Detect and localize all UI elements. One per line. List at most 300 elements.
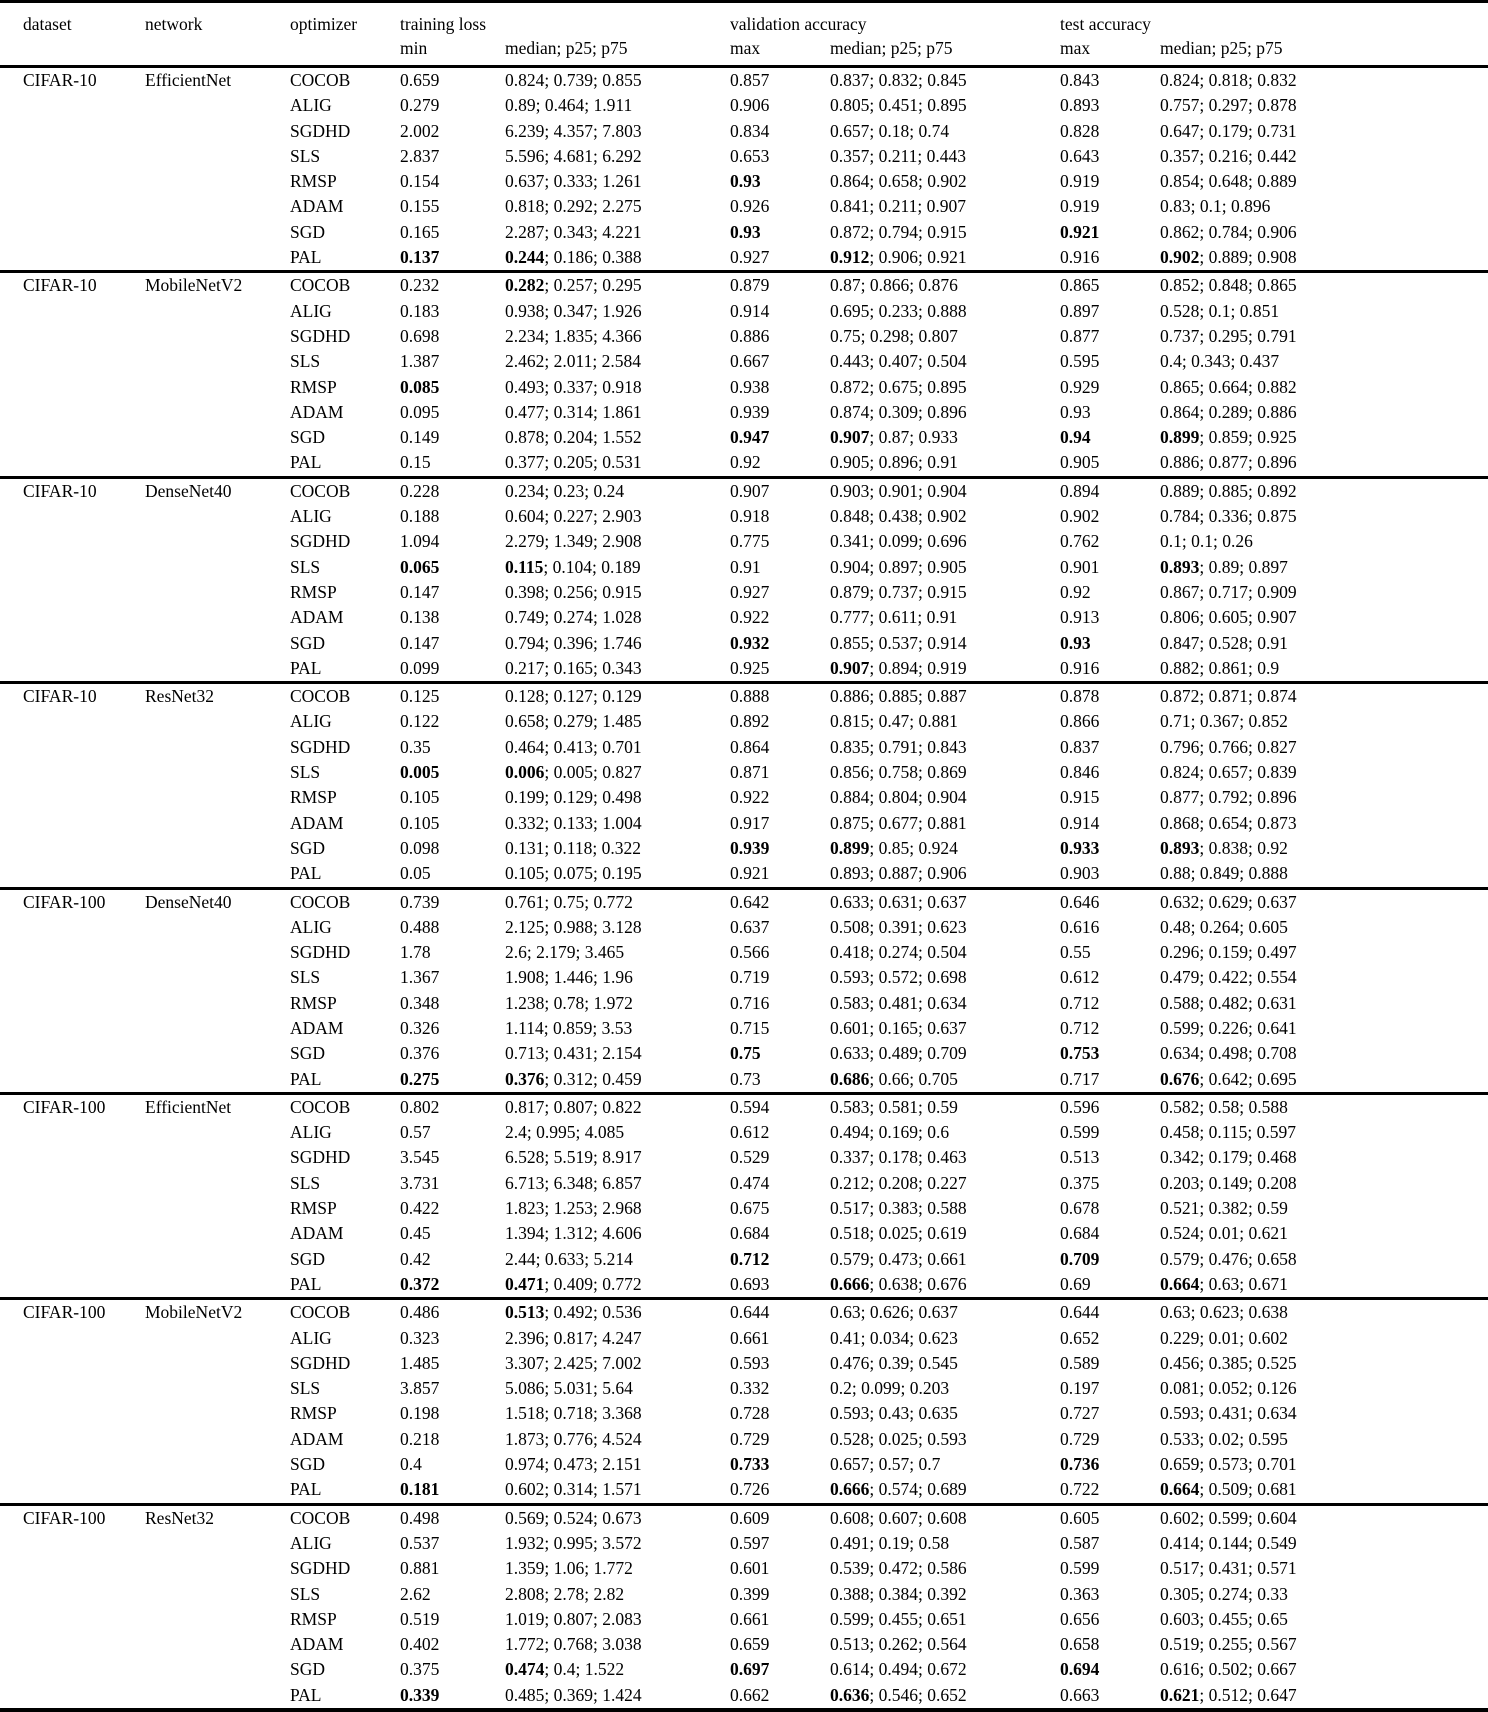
optimizer-cell: ALIG	[290, 1532, 332, 1553]
value: 0.818	[505, 196, 545, 217]
value: 0.762	[1060, 531, 1100, 552]
validation-accuracy-max-cell	[730, 991, 830, 1016]
table-body	[0, 67, 1488, 1711]
value: 0.777	[830, 607, 870, 628]
training-loss-min-cell	[400, 324, 505, 349]
table-row	[0, 940, 1488, 965]
validation-accuracy-median-cell: 0.907; 0.894; 0.919	[830, 657, 967, 678]
test-accuracy-median-cell: 0.889; 0.885; 0.892	[1160, 477, 1488, 504]
test-accuracy-median-cell: 0.533; 0.02; 0.595	[1160, 1428, 1288, 1449]
validation-accuracy-max-cell	[730, 220, 830, 245]
value: 0.644	[730, 1302, 770, 1323]
validation-accuracy-max-cell	[730, 245, 830, 272]
value: 0.228	[400, 480, 440, 501]
network-cell	[145, 1016, 290, 1041]
training-loss-min-cell	[400, 67, 505, 94]
value: 0.105	[400, 812, 440, 833]
training-loss-median-cell: 1.019; 0.807; 2.083	[505, 1608, 642, 1629]
best-value: 0.666	[830, 1273, 870, 1294]
table-row	[0, 375, 1488, 400]
table-row	[0, 1531, 1488, 1556]
value: 0.913	[1060, 607, 1100, 628]
col-header-network: network	[145, 14, 203, 34]
validation-accuracy-median-cell: 0.593; 0.43; 0.635	[830, 1403, 958, 1424]
value: 0.75	[830, 325, 861, 346]
value: 1.873	[505, 1428, 545, 1449]
validation-accuracy-median-cell: 0.872; 0.794; 0.915	[830, 221, 967, 242]
validation-accuracy-median-cell: 0.41; 0.034; 0.623	[830, 1327, 958, 1348]
training-loss-min-cell	[400, 1376, 505, 1401]
dataset-cell	[0, 940, 145, 965]
value: 0.608	[830, 1507, 870, 1528]
validation-accuracy-median-cell: 0.893; 0.887; 0.906	[830, 863, 967, 884]
training-loss-median-cell: 2.462; 2.011; 2.584	[505, 351, 641, 372]
value: 0.92	[730, 452, 761, 473]
value: 0.824	[505, 70, 545, 90]
value: 0.974	[505, 1454, 545, 1475]
best-value: 0.712	[730, 1248, 770, 1269]
value: 0.889	[1160, 480, 1200, 501]
test-accuracy-median-cell: 0.659; 0.573; 0.701	[1160, 1454, 1297, 1475]
training-loss-median-cell: 0.282; 0.257; 0.295	[505, 272, 730, 299]
value: 0.658	[505, 711, 545, 732]
test-accuracy-median-cell: 0.872; 0.871; 0.874	[1160, 683, 1488, 710]
test-accuracy-median-cell: 0.83; 0.1; 0.896	[1160, 196, 1271, 217]
value: 0.593	[1160, 1403, 1200, 1424]
training-loss-min-cell	[400, 580, 505, 605]
network-cell	[145, 245, 290, 272]
value: 0.529	[730, 1147, 770, 1168]
network-cell: EfficientNet	[145, 70, 232, 90]
validation-accuracy-max-cell	[730, 1376, 830, 1401]
value: 1.518	[505, 1403, 545, 1424]
validation-accuracy-max-cell	[730, 349, 830, 374]
network-cell	[145, 324, 290, 349]
table-row	[0, 67, 1488, 94]
validation-accuracy-max-cell	[730, 324, 830, 349]
table-row	[0, 504, 1488, 529]
dataset-cell	[0, 1401, 145, 1426]
test-accuracy-max-cell	[1060, 400, 1160, 425]
value: 0.784	[1160, 506, 1200, 527]
table-row	[0, 1401, 1488, 1426]
value: 0.589	[1060, 1352, 1100, 1373]
validation-accuracy-median-cell: 0.686; 0.66; 0.705	[830, 1068, 958, 1089]
table-row	[0, 1351, 1488, 1376]
validation-accuracy-median-cell: 0.879; 0.737; 0.915	[830, 581, 967, 602]
optimizer-cell: ADAM	[290, 607, 344, 628]
training-loss-min-cell	[400, 245, 505, 272]
table-row	[0, 888, 1488, 915]
test-accuracy-median-cell: 0.579; 0.476; 0.658	[1160, 1248, 1297, 1269]
value: 2.287	[505, 221, 545, 242]
best-value: 0.93	[730, 221, 761, 242]
training-loss-min-cell	[400, 1657, 505, 1682]
dataset-cell	[0, 1531, 145, 1556]
network-cell	[145, 555, 290, 580]
test-accuracy-median-cell: 0.867; 0.717; 0.909	[1160, 581, 1297, 602]
best-value: 0.005	[400, 762, 440, 783]
test-accuracy-max-cell	[1060, 991, 1160, 1016]
optimizer-cell: ADAM	[290, 1223, 344, 1244]
optimizer-cell: RMSP	[290, 1198, 337, 1219]
network-cell	[145, 1556, 290, 1581]
test-accuracy-median-cell: 0.806; 0.605; 0.907	[1160, 607, 1297, 628]
validation-accuracy-max-cell	[730, 1452, 830, 1477]
dataset-cell: CIFAR-100	[0, 1504, 145, 1531]
value: 0.917	[730, 812, 770, 833]
training-loss-median-cell: 0.464; 0.413; 0.701	[505, 736, 642, 757]
training-loss-median-cell: 0.115; 0.104; 0.189	[505, 556, 641, 577]
test-accuracy-median-cell: 0.203; 0.149; 0.208	[1160, 1172, 1297, 1193]
optimizer-cell: PAL	[290, 452, 322, 473]
test-accuracy-median-cell: 0.588; 0.482; 0.631	[1160, 992, 1297, 1013]
network-cell	[145, 1683, 290, 1710]
value: 0.652	[1060, 1327, 1100, 1348]
value: 0.128	[505, 686, 545, 707]
training-loss-min-cell	[400, 425, 505, 450]
table-row	[0, 1299, 1488, 1326]
test-accuracy-median-cell: 0.479; 0.422; 0.554	[1160, 967, 1297, 988]
optimizer-cell: ALIG	[290, 1122, 332, 1143]
test-accuracy-max-cell	[1060, 119, 1160, 144]
dataset-cell	[0, 1351, 145, 1376]
optimizer-cell: ADAM	[290, 401, 344, 422]
dataset-cell	[0, 349, 145, 374]
value: 0.494	[830, 1122, 870, 1143]
table-row	[0, 1504, 1488, 1531]
value: 0.89	[505, 95, 536, 116]
validation-accuracy-max-cell	[730, 1299, 830, 1326]
value: 1.359	[505, 1558, 545, 1579]
training-loss-median-cell: 0.602; 0.314; 1.571	[505, 1479, 642, 1500]
best-value: 0.666	[830, 1479, 870, 1500]
best-value: 0.275	[400, 1068, 440, 1089]
validation-accuracy-median-cell: 0.63; 0.626; 0.637	[830, 1299, 1060, 1326]
optimizer-cell: COCOB	[290, 1504, 400, 1531]
value: 0.45	[400, 1223, 431, 1244]
value: 1.823	[505, 1198, 545, 1219]
test-accuracy-median-cell: 0.877; 0.792; 0.896	[1160, 787, 1297, 808]
value: 2.6	[505, 942, 527, 963]
value: 2.837	[400, 145, 440, 166]
table-row	[0, 1427, 1488, 1452]
test-accuracy-median-cell: 0.647; 0.179; 0.731	[1160, 120, 1297, 141]
test-accuracy-median-cell: 0.824; 0.657; 0.839	[1160, 762, 1297, 783]
test-accuracy-median-cell: 0.824; 0.818; 0.832	[1160, 70, 1297, 90]
dataset-cell	[0, 375, 145, 400]
value: 0.477	[505, 401, 545, 422]
training-loss-median-cell: 0.105; 0.075; 0.195	[505, 863, 642, 884]
value: 0.893	[1060, 95, 1100, 116]
training-loss-min-cell	[400, 169, 505, 194]
training-loss-median-cell: 5.596; 4.681; 6.292	[505, 145, 642, 166]
training-loss-median-cell: 0.794; 0.396; 1.746	[505, 632, 642, 653]
test-accuracy-median-cell: 0.899; 0.859; 0.925	[1160, 427, 1297, 448]
validation-accuracy-max-cell	[730, 811, 830, 836]
training-loss-median-cell: 1.908; 1.446; 1.96	[505, 967, 633, 988]
training-loss-median-cell: 1.394; 1.312; 4.606	[505, 1223, 642, 1244]
optimizer-cell: RMSP	[290, 171, 337, 192]
test-accuracy-max-cell	[1060, 504, 1160, 529]
value: 1.394	[505, 1223, 545, 1244]
value: 0.105	[505, 863, 545, 884]
validation-accuracy-max-cell	[730, 631, 830, 656]
training-loss-median-cell: 0.471; 0.409; 0.772	[505, 1273, 642, 1294]
training-loss-min-cell	[400, 1504, 505, 1531]
value: 1.019	[505, 1608, 545, 1629]
col-header-optimizer: optimizer	[290, 14, 358, 34]
best-value: 0.93	[1060, 632, 1091, 653]
value: 0.35	[400, 736, 431, 757]
training-loss-min-cell	[400, 400, 505, 425]
value: 0.93	[1060, 401, 1091, 422]
best-value: 0.372	[400, 1273, 440, 1294]
value: 0.488	[400, 916, 440, 937]
value: 0.422	[400, 1198, 440, 1219]
value: 1.387	[400, 351, 440, 372]
value: 0.081	[1160, 1378, 1200, 1399]
value: 0.566	[730, 942, 770, 963]
validation-accuracy-median-cell: 0.212; 0.208; 0.227	[830, 1172, 967, 1193]
test-accuracy-max-cell	[1060, 1171, 1160, 1196]
validation-accuracy-max-cell	[730, 450, 830, 477]
test-accuracy-max-cell	[1060, 915, 1160, 940]
test-accuracy-max-cell	[1060, 169, 1160, 194]
validation-accuracy-max-cell	[730, 1351, 830, 1376]
training-loss-median-cell: 0.569; 0.524; 0.673	[505, 1504, 730, 1531]
validation-accuracy-median-cell: 0.666; 0.638; 0.676	[830, 1273, 967, 1294]
validation-accuracy-median-cell: 0.579; 0.473; 0.661	[830, 1248, 967, 1269]
value: 0.879	[830, 581, 870, 602]
value: 1.367	[400, 967, 440, 988]
test-accuracy-max-cell	[1060, 1531, 1160, 1556]
network-cell	[145, 1477, 290, 1504]
validation-accuracy-max-cell	[730, 1683, 830, 1710]
value: 0.775	[730, 531, 770, 552]
training-loss-min-cell	[400, 1452, 505, 1477]
validation-accuracy-max-cell	[730, 1632, 830, 1657]
table-row	[0, 1607, 1488, 1632]
value: 0.854	[1160, 171, 1200, 192]
value: 0.647	[1160, 120, 1200, 141]
training-loss-median-cell: 0.332; 0.133; 1.004	[505, 812, 642, 833]
training-loss-min-cell	[400, 93, 505, 118]
network-cell	[145, 93, 290, 118]
best-value: 0.907	[830, 427, 870, 448]
optimizer-cell: COCOB	[290, 1299, 400, 1326]
value: 0.71	[1160, 711, 1191, 732]
best-value: 0.339	[400, 1684, 440, 1705]
dataset-cell	[0, 1272, 145, 1299]
network-cell	[145, 709, 290, 734]
test-accuracy-median-cell: 0.296; 0.159; 0.497	[1160, 942, 1297, 963]
validation-accuracy-max-cell	[730, 1221, 830, 1246]
network-cell: DenseNet40	[145, 888, 290, 915]
dataset-cell	[0, 299, 145, 324]
value: 0.888	[730, 686, 770, 707]
training-loss-median-cell: 2.396; 0.817; 4.247	[505, 1327, 642, 1348]
table-row	[0, 991, 1488, 1016]
optimizer-cell: ADAM	[290, 812, 344, 833]
table-header-row-groups	[0, 2, 1488, 37]
optimizer-cell: RMSP	[290, 376, 337, 397]
value: 0.519	[1160, 1634, 1200, 1655]
value: 0.806	[1160, 607, 1200, 628]
value: 0.824	[1160, 70, 1200, 90]
network-cell	[145, 194, 290, 219]
optimizer-cell: SLS	[290, 145, 321, 166]
dataset-cell	[0, 245, 145, 272]
dataset-cell	[0, 1556, 145, 1581]
value: 1.78	[400, 942, 431, 963]
value: 0.485	[505, 1684, 545, 1705]
value: 0.695	[830, 300, 870, 321]
value: 0.491	[830, 1532, 870, 1553]
dataset-cell	[0, 1247, 145, 1272]
value: 0.856	[830, 762, 870, 783]
optimizer-cell: SGDHD	[290, 1352, 351, 1373]
dataset-cell	[0, 400, 145, 425]
table-row	[0, 194, 1488, 219]
value: 0.837	[1060, 736, 1100, 757]
value: 0.458	[1160, 1122, 1200, 1143]
validation-accuracy-max-cell	[730, 1427, 830, 1452]
validation-accuracy-median-cell: 0.837; 0.832; 0.845	[830, 70, 967, 90]
value: 0.593	[830, 967, 870, 988]
table-row	[0, 683, 1488, 710]
optimizer-cell: SGD	[290, 1248, 326, 1269]
value: 0.138	[400, 607, 440, 628]
value: 0.882	[1160, 657, 1200, 678]
value: 0.722	[1060, 1479, 1100, 1500]
optimizer-cell: PAL	[290, 1273, 322, 1294]
best-value: 0.907	[830, 657, 870, 678]
table-row	[0, 245, 1488, 272]
group-header-test-accuracy: test accuracy	[1060, 14, 1151, 34]
value: 0.918	[730, 506, 770, 527]
value: 0.493	[505, 376, 545, 397]
training-loss-min-cell	[400, 1531, 505, 1556]
training-loss-min-cell	[400, 1632, 505, 1657]
validation-accuracy-max-cell	[730, 425, 830, 450]
value: 0.796	[1160, 736, 1200, 757]
test-accuracy-median-cell: 0.868; 0.654; 0.873	[1160, 812, 1297, 833]
network-cell	[145, 144, 290, 169]
value: 0.919	[1060, 171, 1100, 192]
test-accuracy-max-cell	[1060, 144, 1160, 169]
value: 0.867	[1160, 581, 1200, 602]
training-loss-median-cell: 1.114; 0.859; 3.53	[505, 1017, 633, 1038]
validation-accuracy-max-cell	[730, 477, 830, 504]
validation-accuracy-max-cell	[730, 555, 830, 580]
best-value: 0.753	[1060, 1043, 1100, 1064]
network-cell	[145, 400, 290, 425]
value: 0.905	[1060, 452, 1100, 473]
training-loss-min-cell	[400, 735, 505, 760]
table-row	[0, 580, 1488, 605]
value: 0.927	[730, 581, 770, 602]
network-cell: ResNet32	[145, 1504, 290, 1531]
best-value: 0.75	[730, 1043, 761, 1064]
network-cell	[145, 580, 290, 605]
value: 1.932	[505, 1532, 545, 1553]
table-row	[0, 299, 1488, 324]
optimizer-cell: ALIG	[290, 1327, 332, 1348]
value: 0.729	[1060, 1428, 1100, 1449]
value: 0.517	[830, 1198, 870, 1219]
training-loss-median-cell: 0.89; 0.464; 1.911	[505, 95, 633, 116]
test-accuracy-max-cell	[1060, 299, 1160, 324]
value: 0.916	[1060, 247, 1100, 268]
value: 0.921	[730, 863, 770, 884]
validation-accuracy-median-cell: 0.87; 0.866; 0.876	[830, 272, 1060, 299]
validation-accuracy-median-cell: 0.695; 0.233; 0.888	[830, 300, 967, 321]
validation-accuracy-median-cell: 0.593; 0.572; 0.698	[830, 967, 967, 988]
best-value: 0.736	[1060, 1454, 1100, 1475]
value: 0.855	[830, 632, 870, 653]
optimizer-cell: SLS	[290, 967, 321, 988]
test-accuracy-max-cell	[1060, 1504, 1160, 1531]
value: 0.802	[400, 1096, 440, 1117]
training-loss-median-cell: 0.217; 0.165; 0.343	[505, 657, 642, 678]
value: 0.614	[830, 1659, 870, 1680]
value: 0.4	[400, 1454, 422, 1475]
validation-accuracy-median-cell: 0.476; 0.39; 0.545	[830, 1352, 958, 1373]
value: 0.57	[400, 1122, 431, 1143]
test-accuracy-max-cell	[1060, 811, 1160, 836]
value: 0.865	[1060, 275, 1100, 296]
value: 0.713	[505, 1043, 545, 1064]
validation-accuracy-max-cell	[730, 67, 830, 94]
training-loss-median-cell: 0.131; 0.118; 0.322	[505, 837, 641, 858]
value: 0.727	[1060, 1403, 1100, 1424]
table-row	[0, 915, 1488, 940]
training-loss-min-cell	[400, 1683, 505, 1710]
value: 0.122	[400, 711, 440, 732]
validation-accuracy-median-cell: 0.899; 0.85; 0.924	[830, 837, 958, 858]
value: 1.772	[505, 1634, 545, 1655]
value: 3.307	[505, 1352, 545, 1373]
table-row	[0, 1582, 1488, 1607]
table-row	[0, 169, 1488, 194]
test-accuracy-median-cell: 0.71; 0.367; 0.852	[1160, 711, 1288, 732]
validation-accuracy-median-cell: 0.864; 0.658; 0.902	[830, 171, 967, 192]
validation-accuracy-max-cell	[730, 1145, 830, 1170]
training-loss-median-cell: 1.932; 0.995; 3.572	[505, 1532, 642, 1553]
value: 0.922	[730, 787, 770, 808]
validation-accuracy-median-cell: 0.513; 0.262; 0.564	[830, 1634, 967, 1655]
value: 0.498	[400, 1507, 440, 1528]
dataset-cell	[0, 965, 145, 990]
col-header-validation-accuracy-median: median; p25; p75	[830, 36, 1060, 67]
validation-accuracy-max-cell	[730, 1556, 830, 1581]
optimizer-cell: ADAM	[290, 196, 344, 217]
value: 2.44	[505, 1248, 536, 1269]
value: 0.633	[830, 1043, 870, 1064]
network-cell	[145, 299, 290, 324]
value: 0.88	[1160, 863, 1191, 884]
table-row	[0, 220, 1488, 245]
value: 0.579	[1160, 1248, 1200, 1269]
test-accuracy-median-cell: 0.664; 0.63; 0.671	[1160, 1273, 1288, 1294]
training-loss-min-cell	[400, 194, 505, 219]
value: 0.815	[830, 711, 870, 732]
training-loss-min-cell	[400, 888, 505, 915]
value: 0.41	[830, 1327, 861, 1348]
dataset-cell	[0, 1477, 145, 1504]
validation-accuracy-median-cell: 0.633; 0.631; 0.637	[830, 888, 1060, 915]
